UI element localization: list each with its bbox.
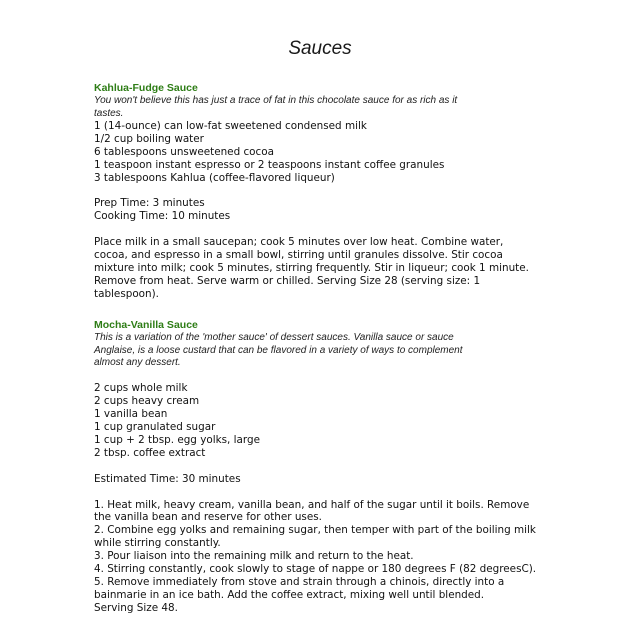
direction-line: mixture into milk; cook 5 minutes, stirring frequently. Stir in liqueur; cook 1 minute. bbox=[94, 261, 529, 274]
cook-time: Cooking Time: 10 minutes bbox=[94, 210, 231, 223]
recipe-name: Kahlua-Fudge Sauce bbox=[94, 82, 198, 94]
spacer bbox=[94, 223, 564, 236]
ingredient-item: 1/2 cup boiling water bbox=[94, 132, 204, 145]
ingredient-item: 1 (14-ounce) can low-fat sweetened condensed milk bbox=[94, 120, 367, 132]
recipe-name: Mocha-Vanilla Sauce bbox=[94, 319, 198, 331]
ingredient-item: 3 tablespoons Kahlua (coffee-flavored liqueur) bbox=[94, 171, 335, 184]
recipe-mocha-vanilla-sauce bbox=[94, 319, 564, 615]
spacer bbox=[94, 460, 564, 473]
recipe-kahlua-fudge-sauce bbox=[94, 82, 564, 301]
ingredient-list bbox=[94, 370, 564, 615]
step-line: 2. Combine egg yolks and remaining sugar, then temper with part of the boiling milk bbox=[94, 524, 536, 537]
page-title: Sauces bbox=[288, 38, 352, 59]
direction-line: Remove from heat. Serve warm or chilled. Serving Size 28 (serving size: 1 bbox=[94, 274, 481, 287]
intro-line: Anglaise, is a loose custard that can be flavored in a variety of ways to complement bbox=[94, 344, 463, 356]
ingredient-item: 1 teaspoon instant espresso or 2 teaspoons instant coffee granules bbox=[94, 158, 445, 171]
step-line: 5. Remove immediately from stove and strain through a chinois, directly into a bbox=[94, 575, 505, 588]
ingredient-item: 1 cup + 2 tbsp. egg yolks, large bbox=[94, 434, 260, 447]
recipe-intro bbox=[94, 95, 489, 120]
spacer bbox=[94, 185, 564, 198]
recipe-intro bbox=[94, 332, 489, 370]
direction-line: Place milk in a small saucepan; cook 5 minutes over low heat. Combine water, bbox=[94, 236, 504, 249]
estimated-time: Estimated Time: 30 minutes bbox=[94, 472, 241, 485]
step-line: bainmarie in an ice bath. Add the coffee extract, mixing well until blended. bbox=[94, 588, 485, 601]
intro-line: tastes. bbox=[94, 107, 124, 119]
intro-line: almost any dessert. bbox=[94, 357, 181, 368]
ingredient-item: 1 cup granulated sugar bbox=[94, 421, 216, 434]
intro-line: This is a variation of the 'mother sauce' of dessert sauces. Vanilla sauce or sauce bbox=[94, 332, 454, 343]
ingredient-item: 2 tbsp. coffee extract bbox=[94, 446, 206, 459]
direction-line: cocoa, and espresso in a small bowl, stirring until granules dissolve. Stir cocoa bbox=[94, 249, 503, 262]
ingredient-list bbox=[94, 120, 564, 301]
prep-time: Prep Time: 3 minutes bbox=[94, 197, 205, 210]
ingredient-item: 2 cups whole milk bbox=[94, 382, 188, 395]
step-line: 1. Heat milk, heavy cream, vanilla bean, and half of the sugar until it boils. Remove bbox=[94, 498, 530, 511]
step-line: 3. Pour liaison into the remaining milk and return to the heat. bbox=[94, 550, 414, 563]
spacer bbox=[94, 370, 564, 383]
ingredient-item: 6 tablespoons unsweetened cocoa bbox=[94, 145, 274, 158]
ingredient-item: 2 cups heavy cream bbox=[94, 395, 200, 408]
step-line: Serving Size 48. bbox=[94, 601, 178, 614]
intro-line: You won't believe this has just a trace of fat in this chocolate sauce for as rich as it bbox=[94, 95, 458, 106]
step-line: 4. Stirring constantly, cook slowly to stage of nappe or 180 degrees F (82 degreesC). bbox=[94, 563, 537, 576]
ingredient-item: 1 vanilla bean bbox=[94, 408, 168, 421]
step-line: the vanilla bean and reserve for other uses. bbox=[94, 511, 322, 524]
direction-line: tablespoon). bbox=[94, 287, 159, 300]
spacer bbox=[94, 486, 564, 499]
step-line: while stirring constantly. bbox=[94, 537, 221, 550]
